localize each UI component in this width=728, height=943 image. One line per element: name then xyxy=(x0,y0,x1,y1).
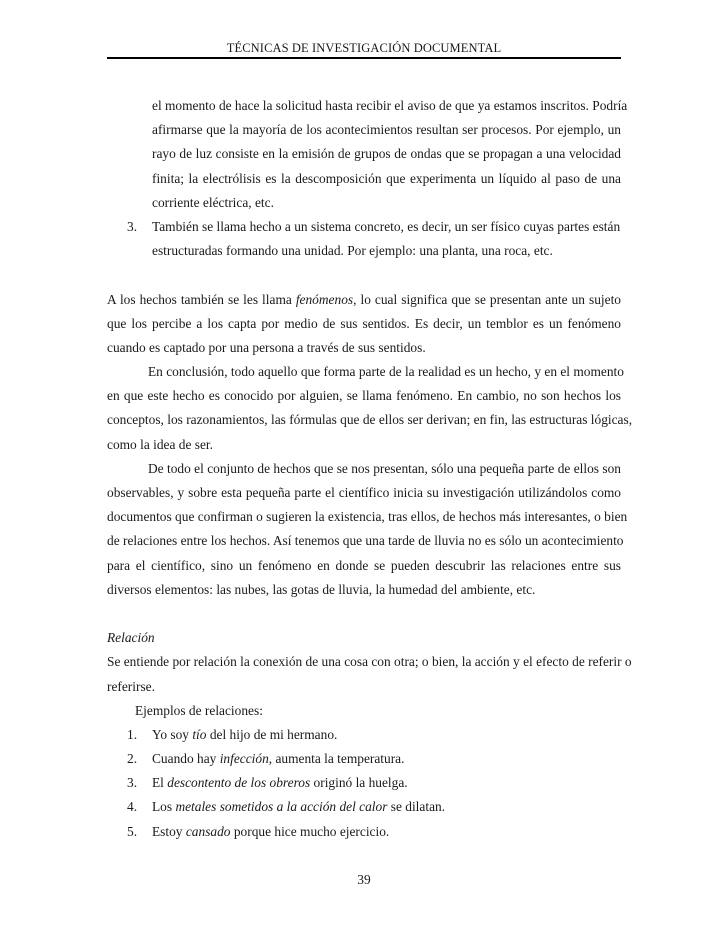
example-item xyxy=(107,771,621,795)
example-emphasis: descontento de los obreros xyxy=(167,775,311,791)
para3-line: observables, y sobre esta pequeña parte el científico inicia su investigación utilizándolos como xyxy=(107,485,621,500)
examples-title: Ejemplos de relaciones: xyxy=(135,702,263,718)
para3-line: diversos elementos: las nubes, las gotas de lluvia, la humedad del ambiente, etc. xyxy=(107,581,536,597)
para3-line: De todo el conjunto de hechos que se nos presentan, sólo una pequeña parte de ellos son xyxy=(148,460,621,476)
para3-line: documentos que confirman o sugieren la existencia, tras ellos, de hechos más interesantes, o bien xyxy=(107,509,628,525)
spacer xyxy=(107,602,621,626)
item2-line: corriente eléctrica, etc. xyxy=(152,194,274,210)
example-item xyxy=(107,795,621,819)
relacion-definition-line: referirse. xyxy=(107,678,155,694)
example-text: Yo soy xyxy=(152,726,193,742)
header-rule xyxy=(107,57,621,59)
example-text: Los xyxy=(152,799,176,815)
example-number: 5. xyxy=(127,823,138,839)
page-body xyxy=(107,94,633,844)
para2-line: en que este hecho es conocido por alguien, se llama fenómeno. En cambio, no son hechos los xyxy=(107,388,621,404)
para2-line: conceptos, los razonamientos, las fórmulas que de ellos ser derivan; en fin, las estructuras lógicas, xyxy=(107,412,633,428)
item2-line: rayo de luz consiste en la emisión de grupos de ondas que se propagan a una velocidad xyxy=(152,146,621,162)
example-text: originó la huelga. xyxy=(310,775,408,791)
example-number: 3. xyxy=(127,775,138,791)
example-emphasis: tío xyxy=(192,726,207,742)
para1-line xyxy=(107,288,621,312)
example-text: , aumenta la temperatura. xyxy=(268,751,405,767)
example-emphasis: cansado xyxy=(185,823,231,839)
para1-line: cuando es captado por una persona a través de sus sentidos. xyxy=(107,339,426,355)
para1-text: A los hechos también se les llama xyxy=(107,291,296,307)
item2-line: finita; la electrólisis es la descomposición que experimenta un líquido al paso de una xyxy=(152,170,621,186)
item3-number: 3. xyxy=(127,218,138,234)
example-text: del hijo de mi hermano. xyxy=(206,726,338,742)
para1-text: , lo cual significa que se presentan ante un sujeto xyxy=(353,291,621,307)
relacion-definition-line: Se entiende por relación la conexión de una cosa con otra; o bien, la acción y el efecto de referir o xyxy=(107,654,632,670)
para3-line: de relaciones entre los hechos. Así tenemos que una tarde de lluvia no es sólo un acontecimiento xyxy=(107,533,624,549)
page-number: 39 xyxy=(357,872,371,887)
para1-line: que los percibe a los capta por medio de sus sentidos. Es decir, un temblor es un fenómeno xyxy=(107,315,621,331)
item3-line: estructuradas formando una unidad. Por ejemplo: una planta, una roca, etc. xyxy=(152,243,553,259)
example-text: El xyxy=(152,775,168,791)
example-emphasis: infección xyxy=(219,751,269,767)
example-text: Cuando hay xyxy=(152,751,220,767)
para3-line: para el científico, sino un fenómeno en donde se pueden descubrir las relaciones entre sus xyxy=(107,557,621,573)
example-item xyxy=(107,723,621,747)
item2-line: el momento de hace la solicitud hasta recibir el aviso de que ya estamos inscritos. Podría xyxy=(152,98,628,113)
section-heading-relacion xyxy=(107,626,621,650)
example-item xyxy=(107,820,621,844)
spacer xyxy=(107,263,621,287)
example-emphasis: metales sometidos a la acción del calor xyxy=(175,799,388,815)
running-header: TÉCNICAS DE INVESTIGACIÓN DOCUMENTAL xyxy=(226,41,502,55)
para1-emphasis: fenómenos xyxy=(295,291,354,307)
example-text: porque hice mucho ejercicio. xyxy=(230,823,390,839)
para2-line: En conclusión, todo aquello que forma parte de la realidad es un hecho, y en el momento xyxy=(148,364,624,380)
example-text: se dilatan. xyxy=(387,799,446,815)
example-number: 2. xyxy=(127,751,138,767)
section-heading-text: Relación xyxy=(107,630,155,646)
example-item xyxy=(107,747,621,771)
item3-text: También se llama hecho a un sistema concreto, es decir, un ser físico cuyas partes están xyxy=(152,218,621,234)
example-text: Estoy xyxy=(152,823,186,839)
example-number: 4. xyxy=(127,799,138,815)
item3-first-line xyxy=(107,215,621,239)
example-number: 1. xyxy=(127,726,138,742)
para2-line: como la idea de ser. xyxy=(107,436,213,452)
item2-line: afirmarse que la mayoría de los acontecimientos resultan ser procesos. Por ejemplo, un xyxy=(152,122,621,138)
